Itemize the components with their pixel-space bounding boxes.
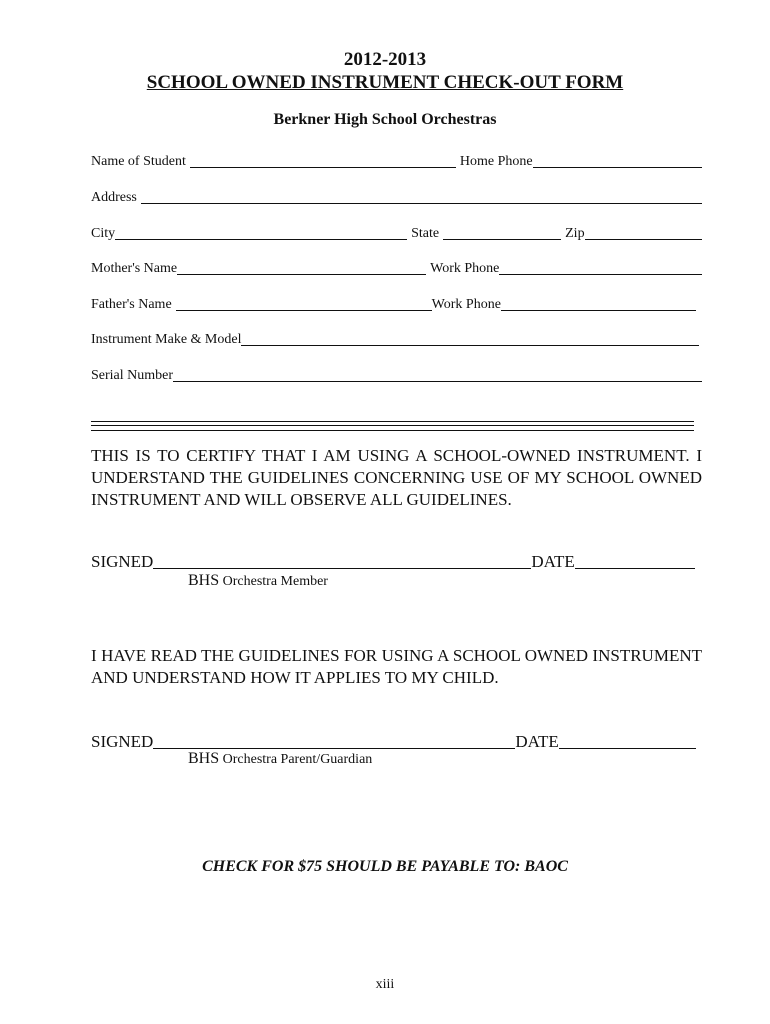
student-caption-rest: Orchestra Member xyxy=(219,574,328,589)
student-signature-row xyxy=(91,548,695,572)
mothers-name-field[interactable] xyxy=(177,260,426,275)
parent-signature-field[interactable] xyxy=(153,732,515,749)
payment-note: CHECK FOR $75 SHOULD BE PAYABLE TO: BAOC xyxy=(202,858,568,875)
serial-label: Serial Number xyxy=(91,368,174,383)
city-field[interactable] xyxy=(115,225,407,240)
home-phone-field[interactable] xyxy=(533,153,702,168)
page-number: xiii xyxy=(375,977,395,992)
instrument-row xyxy=(91,328,699,348)
state-field[interactable] xyxy=(443,225,561,240)
father-work-phone-field[interactable] xyxy=(501,296,696,311)
student-row xyxy=(91,150,702,170)
mother-work-phone-field[interactable] xyxy=(499,260,702,275)
state-label: State xyxy=(411,226,440,241)
separator-rule xyxy=(91,421,694,426)
parent-signed-label: SIGNED xyxy=(91,732,154,751)
separator-rule-lower xyxy=(91,430,694,431)
student-name-field[interactable] xyxy=(190,153,456,168)
serial-field[interactable] xyxy=(173,367,702,382)
instrument-label: Instrument Make & Model xyxy=(91,332,242,347)
city-row xyxy=(91,222,702,242)
zip-field[interactable] xyxy=(585,225,702,240)
fathers-name-label: Father's Name xyxy=(91,297,172,312)
student-signature-caption xyxy=(188,572,328,590)
father-row xyxy=(91,293,696,313)
city-label: City xyxy=(91,226,116,241)
address-row xyxy=(91,186,702,206)
parent-date-field[interactable] xyxy=(559,732,696,749)
form-subtitle: Berkner High School Orchestras xyxy=(273,111,497,128)
parent-date-label: DATE xyxy=(515,732,559,751)
parent-signature-row xyxy=(91,728,696,752)
student-caption-prefix: BHS xyxy=(188,572,220,589)
parent-text: I HAVE READ THE GUIDELINES FOR USING A SCHOOL OWNED INSTRUMENT AND UNDERSTAND HOW IT APPLIES TO MY CHILD. xyxy=(91,646,702,687)
address-label: Address xyxy=(91,190,137,205)
student-date-field[interactable] xyxy=(575,552,695,569)
form-title: SCHOOL OWNED INSTRUMENT CHECK-OUT FORM xyxy=(146,72,624,93)
instrument-field[interactable] xyxy=(241,331,699,346)
mothers-name-label: Mother's Name xyxy=(91,261,178,276)
certification-text: THIS IS TO CERTIFY THAT I AM USING A SCHOOL-OWNED INSTRUMENT. I UNDERSTAND THE GUIDELINES CONCERNING USE OF MY SCHOOL OWNED INSTRUMENT AND WILL OBSERVE ALL GUIDELINES. xyxy=(91,446,702,509)
parent-caption-rest: Orchestra Parent/Guardian xyxy=(219,752,373,767)
serial-row xyxy=(91,364,702,384)
fathers-name-field[interactable] xyxy=(176,296,432,311)
parent-caption-prefix: BHS xyxy=(188,750,220,767)
home-phone-label: Home Phone xyxy=(459,154,533,169)
mother-row xyxy=(91,257,702,277)
parent-signature-caption xyxy=(188,750,372,768)
student-name-label: Name of Student xyxy=(91,154,186,169)
zip-label: Zip xyxy=(565,226,585,241)
student-signature-field[interactable] xyxy=(153,552,531,569)
address-field[interactable] xyxy=(141,189,702,204)
student-signed-label: SIGNED xyxy=(91,552,154,571)
mother-work-phone-label: Work Phone xyxy=(430,261,500,276)
student-date-label: DATE xyxy=(531,552,575,571)
form-year: 2012-2013 xyxy=(343,49,427,70)
father-work-phone-label: Work Phone xyxy=(431,297,501,312)
